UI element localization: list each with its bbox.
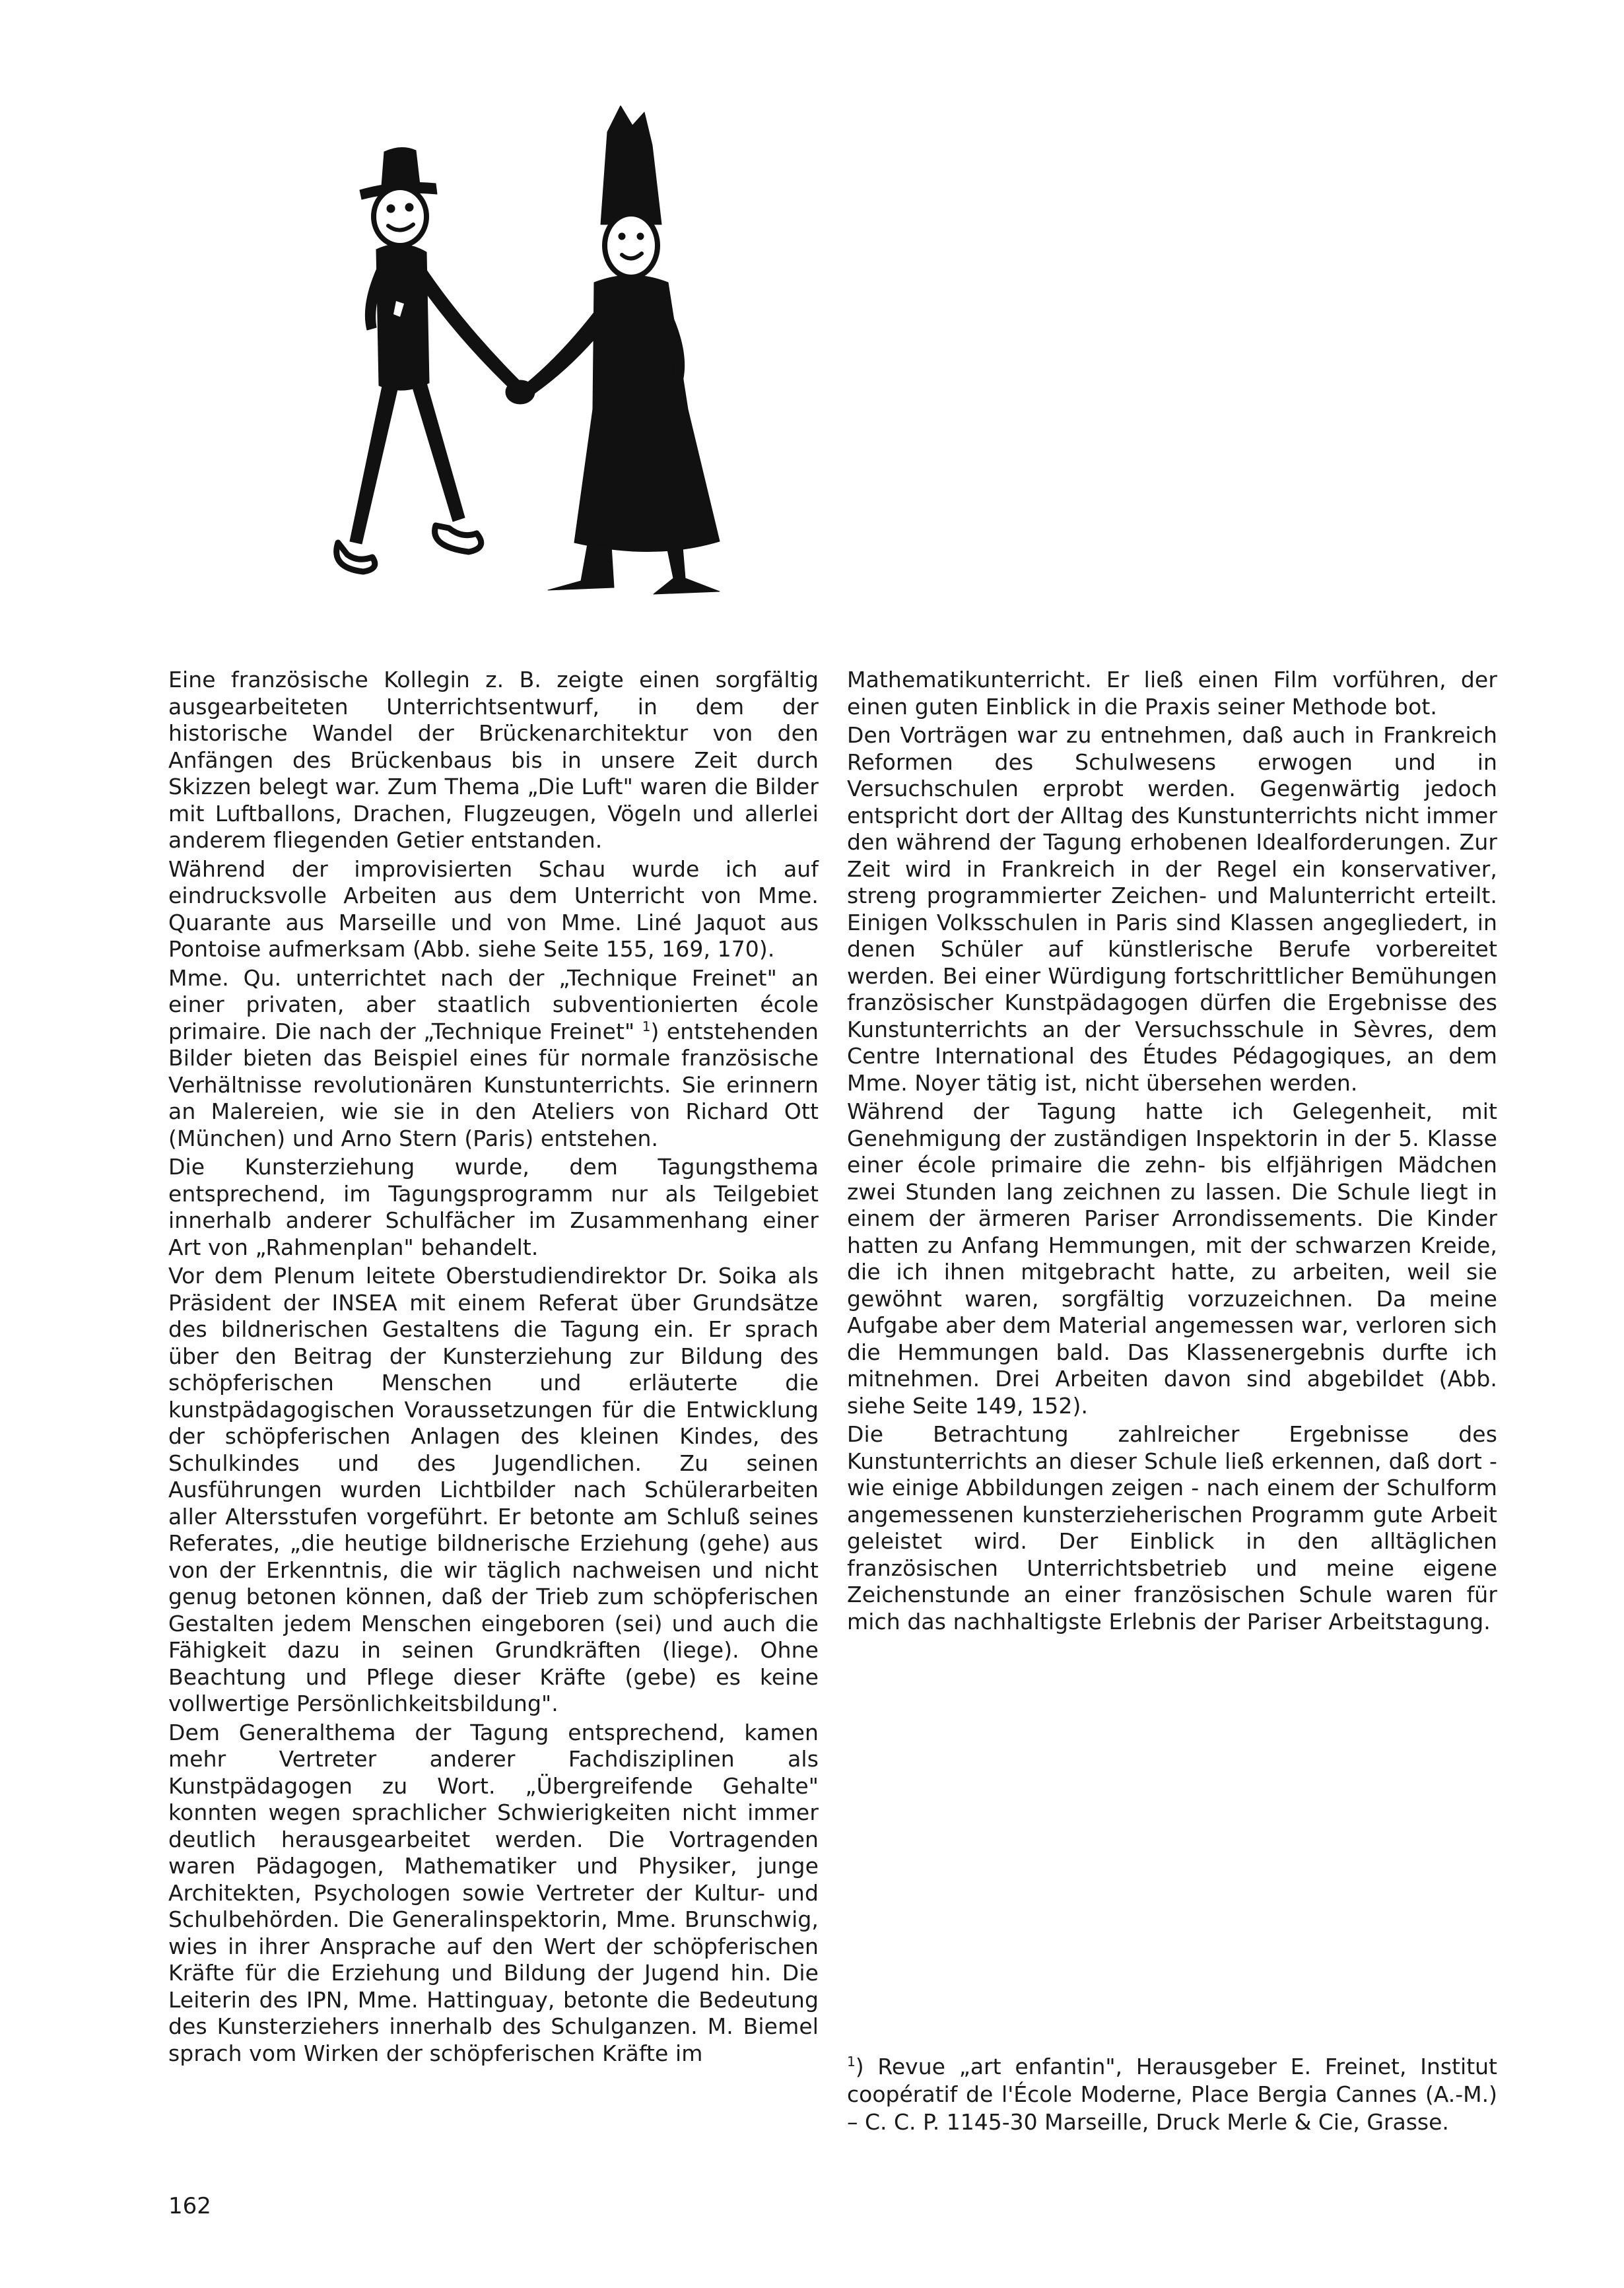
paragraph: Während der Tagung hatte ich Gelegenheit, mit Genehmigung der zuständigen Inspektorin in der 5. Klasse einer école primaire die zehn- bis elfjährigen Mädchen zwei Stunden lang zeichnen zu lassen. Die Schule liegt in einem der ärmeren Pariser Arrondissements. Die Kinder hatten zu Anfang Hemmungen, mit der schwarzen Kreide, die ich ihnen mitgebracht hatte, zu arbeiten, weil sie gewöhnt waren, sorgfältig vorzuzeichnen. Da meine Aufgabe aber dem Material angemessen war, verloren sich die Hemmungen bald. Das Klassenergebnis durfte ich mitnehmen. Drei Arbeiten davon sind abgebildet (Abb. siehe Seite 149, 152). (847, 1098, 1497, 1419)
paragraph: Die Betrachtung zahlreicher Ergebnisse des Kunstunterrichts an dieser Schule ließ erkennen, daß dort - wie einige Abbildungen zeigen - nach einem der Schulform angemessenen kunsterzieherischen Programm gute Arbeit geleistet wird. Der Einblick in den alltäglichen französischen Unterrichtsbetrieb und meine eigene Zeichenstunde an einer französischen Schule waren für mich das nachhaltigste Erlebnis der Pariser Arbeitstagung. (847, 1421, 1497, 1634)
footnote-text: ) Revue „art enfantin", Herausgeber E. Freinet, Institut coopératif de l'École Moderne, Place Bergia Cannes (A.-M.) – C. C. P. 1145-30 Marseille, Druck Merle & Cie, Grasse. (847, 2054, 1497, 2135)
child-drawing-couple-figure (323, 106, 838, 621)
joined-hands (506, 380, 535, 404)
paragraph (168, 965, 819, 1153)
paragraph: Den Vorträgen war zu entnehmen, daß auch in Frankreich Reformen des Schulwesens erwogen und in Versuchschulen erprobt werden. Gegenwärtig jedoch entspricht dort der Alltag des Kunstunterrichts nicht immer den während der Tagung erhobenen Idealforderungen. Zur Zeit wird in Frankreich in der Regel ein konservativer, streng programmierter Zeichen- und Malunterricht erteilt. Einigen Volksschulen in Paris sind Klassen angegliedert, in denen Schüler auf künstlerische Berufe vorbereitet werden. Bei einer Würdigung fortschrittlicher Bemühungen französischer Kunstpädagogen dürfen die Ergebnisse des Kunstunterrichts an der Versuchsschule in Sèvres, dem Centre International des Études Pédagogiques, an dem Mme. Noyer tätig ist, nicht übersehen werden. (847, 722, 1497, 1096)
man-body (376, 244, 429, 390)
man-leg-left (350, 383, 397, 544)
paragraph-part: ) entstehenden Bilder bieten das Beispiel eines für normale französische Verhältnisse revolutionären Kunstunterrichts. Sie erinnern an Malereien, wie sie in den Ateliers von Richard Ott (München) und Arno Stern (Paris) entstehen. (168, 1018, 819, 1151)
woman-hair (601, 106, 661, 224)
paragraph: Die Kunsterziehung wurde, dem Tagungsthema entsprechend, im Tagungsprogramm nur als Teilgebiet innerhalb anderer Schulfächer im Zusammenhang einer Art von „Rahmenplan" behandelt. (168, 1154, 819, 1260)
right-text-column (847, 667, 1497, 1635)
paragraph: Während der improvisierten Schau wurde ich auf eindrucksvolle Arbeiten aus dem Unterricht von Mme. Quarante aus Marseille und von Mme. Liné Jaquot aus Pontoise aufmerksam (Abb. siehe Seite 155, 169, 170). (168, 856, 819, 962)
paragraph: Dem Generalthema der Tagung entsprechend, kamen mehr Vertreter anderer Fachdisziplinen als Kunstpädagogen zu Wort. „Übergreifende Gehalte" konnten wegen sprachlicher Schwierigkeiten nicht immer deutlich herausgearbeitet werden. Die Vortragenden waren Pädagogen, Mathematiker und Physiker, junge Architekten, Psychologen sowie Vertreter der Kultur- und Schulbehörden. Die Generalinspektorin, Mme. Brunschwig, wies in ihrer Ansprache auf den Wert der schöpferischen Kräfte für die Erziehung und Bildung der Jugend hin. Die Leiterin des IPN, Mme. Hattinguay, betonte die Bedeutung des Kunsterziehers innerhalb des Schulganzen. M. Biemel sprach vom Wirken der schöpferischen Kräfte im (168, 1719, 819, 2066)
man-leg-right (412, 383, 465, 522)
page-number: 162 (168, 2193, 211, 2219)
footnote-marker: 1 (642, 1018, 651, 1034)
paragraph: Mathematikunterricht. Er ließ einen Film vorführen, der einen guten Einblick in die Praxis seiner Methode bot. (847, 667, 1497, 720)
paragraph-part: Mme. Qu. unterrichtet nach der „Technique Freinet" an einer privaten, aber staatlich subventionierten école primaire. Die nach der „Technique Freinet" (168, 964, 819, 1044)
left-text-column (168, 667, 819, 2067)
footnote (847, 2053, 1497, 2136)
man-face (374, 187, 426, 246)
man-arm (416, 264, 522, 392)
man-hat-crown (382, 147, 420, 186)
woman-face (605, 214, 658, 277)
paragraph: Eine französische Kollegin z. B. zeigte einen sorgfältig ausgearbeiteten Unterrichtsentwurf, in dem der historische Wandel der Brückenarchitektur von den Anfängen des Brückenbaus bis in unsere Zeit durch Skizzen belegt war. Zum Thema „Die Luft" waren die Bilder mit Luftballons, Drachen, Flugzeugen, Vögeln und allerlei anderem fliegenden Getier entstanden. (168, 667, 819, 853)
paragraph: Vor dem Plenum leitete Oberstudiendirektor Dr. Soika als Präsident der INSEA mit einem Referat über Grundsätze des bildnerischen Gestaltens die Tagung ein. Er sprach über den Beitrag der Kunsterziehung zur Bildung des schöpferischen Menschen und erläuterte die kunstpädagogischen Voraussetzungen für die Entwicklung der schöpferischen Anlagen des kleinen Kindes, des Schulkindes und des Jugendlichen. Zu seinen Ausführungen wurden Lichtbilder nach Schülerarbeiten aller Altersstufen vorgeführt. Er betonte am Schluß seines Referates, „die heutige bildnerische Erziehung (gehe) aus von der Erkenntnis, die wir täglich nachweisen und nicht genug betonen können, daß der Trieb zum schöpferischen Gestalten jedem Menschen eingeboren (sei) und auch die Fähigkeit dazu in seinen Grundkräften (liege). Ohne Beachtung und Pflege dieser Kräfte (gebe) es keine vollwertige Persönlichkeitsbildung". (168, 1263, 819, 1716)
footnote-number: 1 (847, 2054, 856, 2069)
